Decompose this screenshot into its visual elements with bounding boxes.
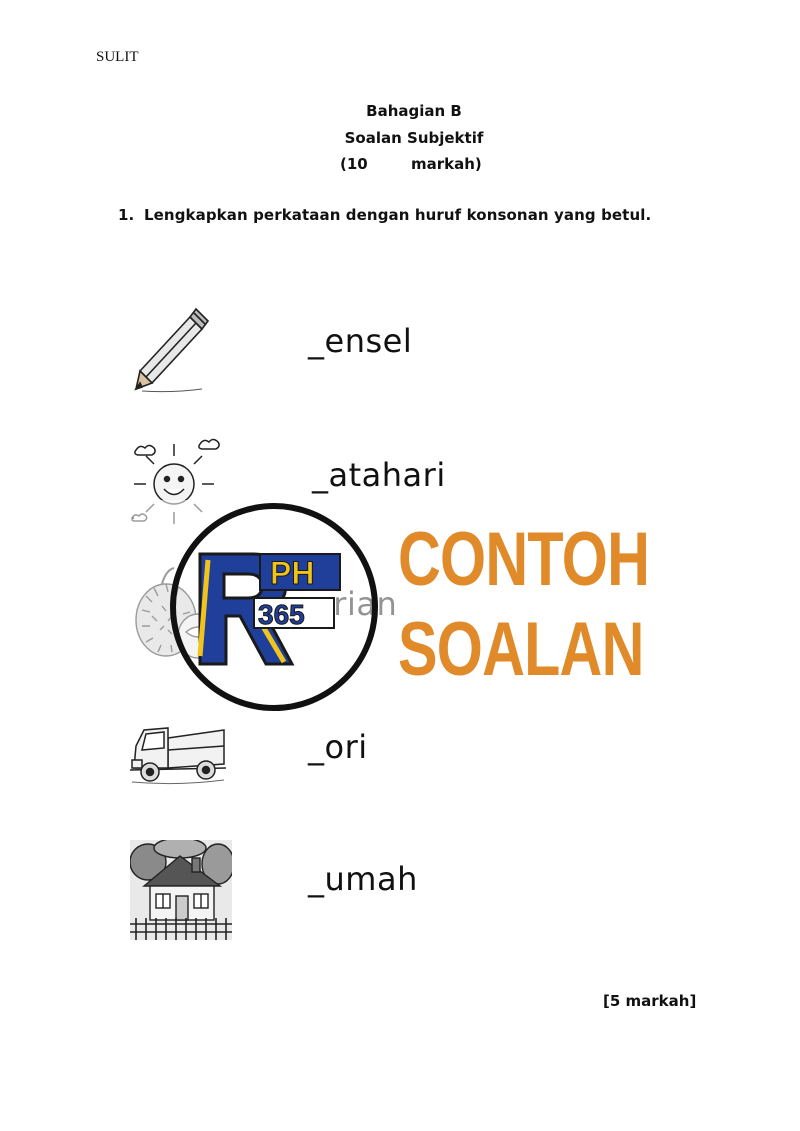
question-number: 1. [118,206,135,224]
watermark-line-1: CONTOH [398,517,650,602]
watermark-logo-r-icon [188,544,358,668]
section-title: Bahagian B [366,102,462,120]
section-subtitle: Soalan Subjektif [344,129,484,147]
lorry-drawing [128,720,228,786]
house-drawing [130,840,232,940]
word-item-1: _ensel [308,322,413,360]
word-item-2: _atahari [312,456,446,494]
question-text: Lengkapkan perkataan dengan huruf konsonan yang betul. [144,206,652,224]
sulit-label: SULIT [96,49,139,65]
word-item-5: _umah [308,860,418,898]
question-1 [118,206,651,224]
watermark-logo-365: 365 [258,599,305,630]
pencil-drawing [132,303,210,393]
marks-word: markah) [411,155,482,173]
total-marks: [5 markah] [603,992,697,1010]
watermark-logo-ph: PH [270,555,315,591]
marks-number: (10 [340,155,368,173]
watermark-line-2: SOALAN [398,607,644,692]
word-item-4: _ori [308,728,368,766]
